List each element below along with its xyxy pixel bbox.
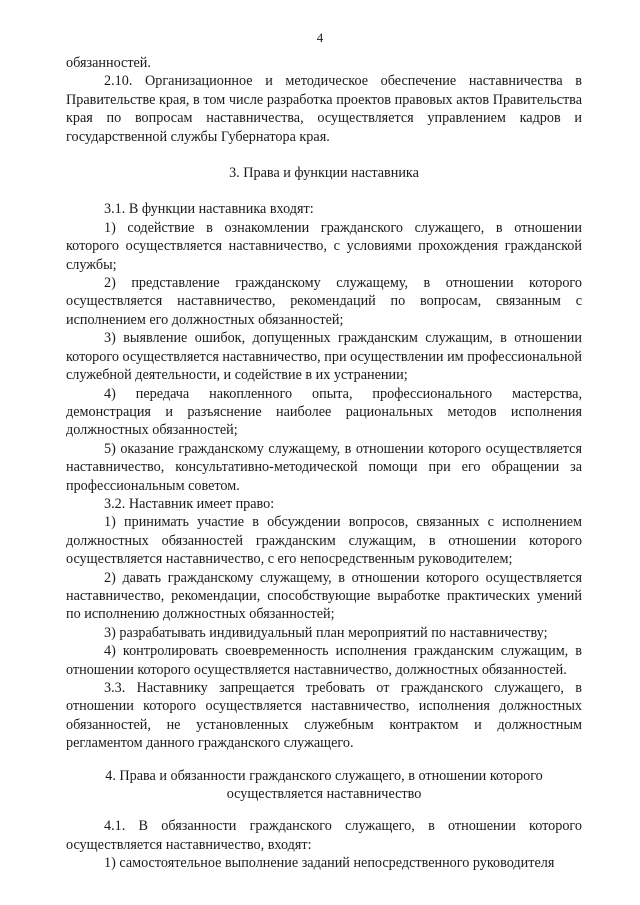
right-item: 2) давать гражданскому служащему, в отношении которого осуществляется наставничество, рекомендации, способствующие выработке практических умений по исполнению должностных обязанностей; xyxy=(66,569,582,623)
paragraph-3-3: 3.3. Наставнику запрещается требовать от гражданского служащего, в отношении которого осуществляется наставничество, исполнения должностных обязанностей, не установленных служебным контрактом и должностным регламентом данного гражданского служащего. xyxy=(66,680,582,752)
document-body xyxy=(66,54,582,873)
page-number: 4 xyxy=(316,30,324,45)
continuation-text: обязанностей. xyxy=(66,55,151,71)
right-item: 1) принимать участие в обсуждении вопросов, связанных с исполнением должностных обязанностей гражданским служащим, в отношении которого осуществляется наставничество, с его непосредственным руководителем; xyxy=(66,514,582,568)
paragraph-3-2: 3.2. Наставник имеет право: xyxy=(104,495,275,512)
obligation-item: 1) самостоятельное выполнение заданий непосредственного руководителя xyxy=(104,855,555,872)
paragraph-2-10: 2.10. Организационное и методическое обеспечение наставничества в Правительстве края, в том числе разработка проектов правовых актов Правительства края по вопросам наставничества, осуществляется управлением кадров и государственной службы Губернатора края. xyxy=(66,73,582,145)
section-4-heading-line-1: 4. Права и обязанности гражданского служащего, в отношении которого xyxy=(105,767,543,784)
function-item: 5) оказание гражданскому служащему, в отношении которого осуществляется наставничество, консультативно-методической помощи при его обращении за профессиональным советом. xyxy=(66,440,582,494)
function-item: 1) содействие в ознакомлении гражданского служащего, в отношении которого осуществляется наставничество, с условиями прохождения гражданской службы; xyxy=(66,219,582,273)
paragraph-3-1: 3.1. В функции наставника входят: xyxy=(104,201,314,218)
function-item: 2) представление гражданскому служащему, в отношении которого осуществляется наставничество, рекомендаций по вопросам, связанным с исполнением его должностных обязанностей; xyxy=(66,275,582,328)
section-3-heading: 3. Права и функции наставника xyxy=(229,165,419,182)
right-item: 3) разрабатывать индивидуальный план мероприятий по наставничеству; xyxy=(104,624,548,641)
right-item: 4) контролировать своевременность исполнения гражданским служащим, в отношении которого осуществляется наставничество, должностных обязанностей. xyxy=(66,643,582,678)
paragraph-4-1: 4.1. В обязанности гражданского служащего, в отношении которого осуществляется наставничество, входят: xyxy=(66,818,582,853)
function-item: 3) выявление ошибок, допущенных гражданским служащим, в отношении которого осуществляется наставничество, при осуществлении им профессиональной служебной деятельности, и содействие в их устранении; xyxy=(66,330,582,384)
section-4-heading-line-2: осуществляется наставничество xyxy=(226,786,422,803)
function-item: 4) передача накопленного опыта, профессионального мастерства, демонстрация и разъяснение наиболее рациональных методов исполнения должностных обязанностей; xyxy=(66,385,582,439)
